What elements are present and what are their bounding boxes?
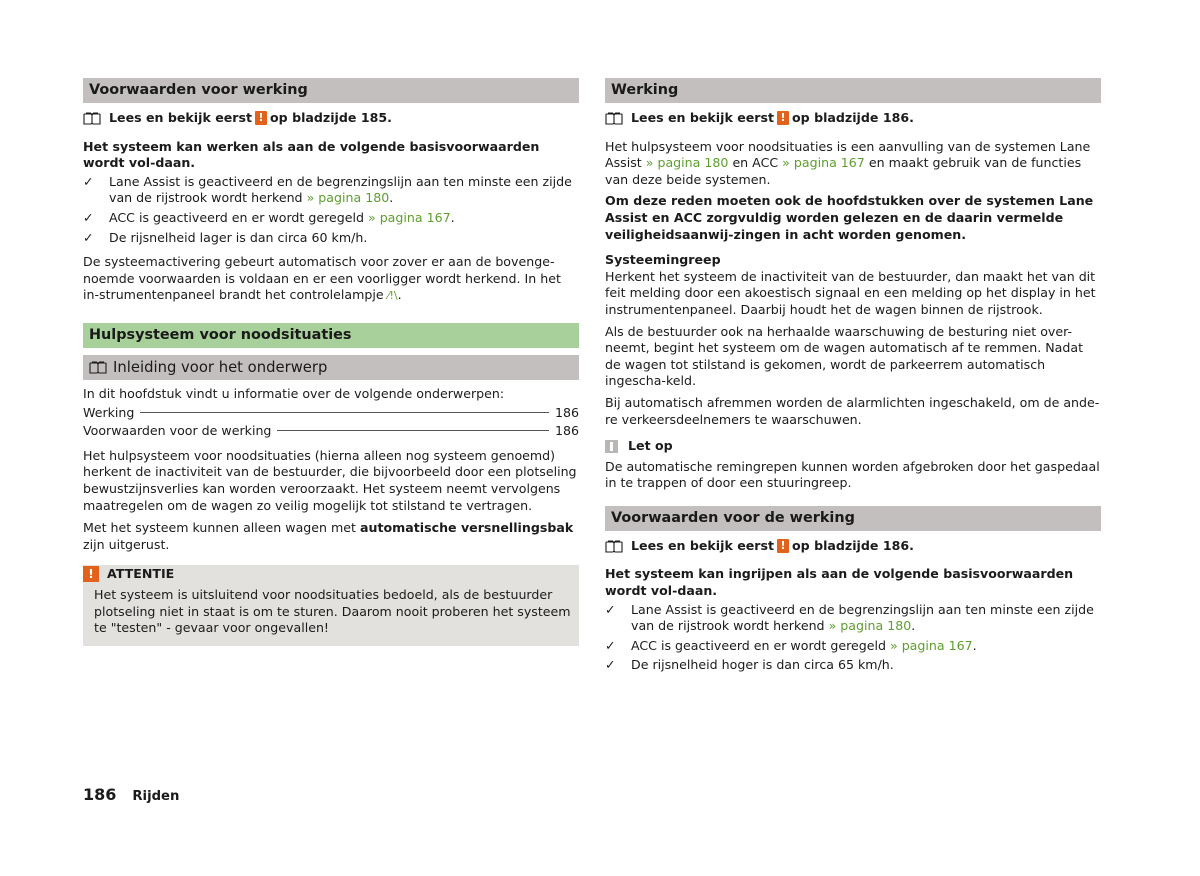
page-link[interactable]: » pagina 180 xyxy=(645,155,729,171)
checkmark-icon: ✓ xyxy=(83,209,94,225)
werking-paragraph-2: Om deze reden moeten ook de hoofdstukken over de systemen Lane Assist en ACC zorgvuldig worden gelezen en de daarin vermelde veiligheidsaanwij-zingen in acht worden genomen. xyxy=(605,193,1094,242)
werking-paragraph-1 xyxy=(605,139,1101,189)
list-item xyxy=(83,230,579,247)
activation-text: De systeemactivering gebeurt automatisch voor zover er aan de bovenge-noemde voorwaarden is voldaan en er een voorligger wordt herkend. In het in-strumentenpaneel brandt het controlelampje xyxy=(83,254,561,303)
book-icon xyxy=(605,540,623,553)
toc-page: 186 xyxy=(554,404,579,420)
condition-text: De rijsnelheid hoger is dan circa 65 km/h. xyxy=(631,657,894,673)
intro-header xyxy=(83,355,579,380)
note-title: Let op xyxy=(628,438,673,454)
warning-lamp-symbol: ⁄!\ xyxy=(387,289,398,303)
read-first-post: op bladzijde 185. xyxy=(270,110,392,125)
section-header-hulpsysteem: Hulpsysteem voor noodsituaties xyxy=(83,323,579,348)
left-column xyxy=(83,78,579,646)
read-first-notice xyxy=(605,538,1101,555)
desc2-pre: Met het systeem kunnen alleen wagen met xyxy=(83,520,356,536)
page-number: 186 xyxy=(83,785,117,804)
page-link[interactable]: » pagina 180 xyxy=(828,618,912,634)
page-link[interactable]: » pagina 167 xyxy=(367,209,451,225)
p1-c: en maakt gebruik van de functies van deze beide systemen. xyxy=(605,155,1082,187)
page-footer xyxy=(83,787,179,806)
book-icon xyxy=(89,361,107,374)
checkmark-icon: ✓ xyxy=(605,657,616,673)
section-header-voorwaarden-de-werking: Voorwaarden voor de werking xyxy=(605,506,1101,531)
page-link[interactable]: » pagina 167 xyxy=(782,155,865,171)
werking-paragraph-4: Als de bestuurder ook na herhaalde waarschuwing de besturing niet over-neemt, begint het systeem om de wagen automatisch af te remmen. Nadat de wagen tot stilstand is gekomen, wordt de parkeerrem automatisch ingescha-keld. xyxy=(605,323,1084,389)
condition-end: . xyxy=(911,618,916,634)
warning-icon: ! xyxy=(83,566,99,582)
page-link[interactable]: » pagina 180 xyxy=(306,190,390,206)
checkmark-icon: ✓ xyxy=(605,601,616,617)
attention-title: ATTENTIE xyxy=(107,565,175,581)
list-item xyxy=(605,638,1101,655)
condition-end: . xyxy=(450,209,455,225)
book-icon xyxy=(605,112,623,125)
activation-end: . xyxy=(397,287,402,303)
condition-end: . xyxy=(972,637,977,653)
condition-text: Lane Assist is geactiveerd en de begrenzingslijn aan ten minste een zijde van de rijstrook wordt herkend xyxy=(631,601,1094,634)
toc-page: 186 xyxy=(554,423,579,439)
intro-title: Inleiding voor het onderwerp xyxy=(113,358,328,376)
note-text: De automatische remingrepen kunnen worden afgebroken door het gaspedaal in te trappen of door een stuuringreep. xyxy=(605,458,1100,491)
condition-text: ACC is geactiveerd en er wordt geregeld xyxy=(109,209,364,225)
description-paragraph-2 xyxy=(83,520,579,553)
attention-header xyxy=(83,565,579,583)
activation-paragraph xyxy=(83,254,579,305)
condition-text: Lane Assist is geactiveerd en de begrenzingslijn aan ten minste een zijde van de rijstrook wordt herkend xyxy=(109,173,572,206)
p1-b: en ACC xyxy=(732,155,779,171)
condition-end: . xyxy=(389,190,394,206)
note-header xyxy=(605,438,1101,455)
checkmark-icon: ✓ xyxy=(83,173,94,189)
desc2-bold: automatische versnellingsbak xyxy=(360,520,574,536)
toc-entry-voorwaarden[interactable] xyxy=(83,423,579,440)
conditions-list xyxy=(605,602,1101,674)
subheading-systeemingreep: Systeemingreep xyxy=(605,252,721,268)
read-first-pre: Lees en bekijk eerst xyxy=(631,110,775,125)
read-first-post: op bladzijde 186. xyxy=(792,110,914,125)
werking-paragraph-5: Bij automatisch afremmen worden de alarmlichten ingeschakeld, om de ande-re verkeersdeelnemers te waarschuwen. xyxy=(605,394,1100,427)
conditions-list xyxy=(83,174,579,246)
conditions-intro: Het systeem kan werken als aan de volgende basisvoorwaarden wordt vol-daan. xyxy=(83,138,540,171)
warning-icon: ! xyxy=(777,111,789,125)
section-header-werking: Werking xyxy=(605,78,1101,103)
list-item xyxy=(605,657,1101,674)
book-icon xyxy=(83,112,101,125)
read-first-post: op bladzijde 186. xyxy=(792,537,914,553)
toc-label: Voorwaarden voor de werking xyxy=(83,423,272,439)
toc-leader xyxy=(140,412,549,413)
right-column xyxy=(605,78,1101,677)
list-item xyxy=(83,174,579,207)
list-item xyxy=(605,602,1101,635)
footer-section-title: Rijden xyxy=(132,789,180,804)
condition-text: ACC is geactiveerd en er wordt geregeld xyxy=(631,637,886,653)
werking-paragraph-3: Herkent het systeem de inactiviteit van de bestuurder, dan maakt het van dit feit melding door een akoestisch signaal en een melding op het display in het instrumentenpaneel. Daarbij houdt het de wagen binnen de rijstrook. xyxy=(605,268,1096,317)
warning-icon: ! xyxy=(777,539,789,553)
info-icon xyxy=(605,440,618,453)
read-first-notice xyxy=(605,110,1101,127)
checkmark-icon: ✓ xyxy=(605,637,616,653)
section-header-voorwaarden-werking: Voorwaarden voor werking xyxy=(83,78,579,103)
warning-icon: ! xyxy=(255,111,267,125)
attention-text: Het systeem is uitsluitend voor noodsituaties bedoeld, als de bestuurder plotseling niet in staat is om te sturen. Daarom nooit proberen het systeem te "testen" - gevaar voor ongevallen! xyxy=(94,587,571,636)
page-link[interactable]: » pagina 167 xyxy=(889,637,973,653)
attention-box xyxy=(83,565,579,646)
conditions-intro: Het systeem kan ingrijpen als aan de volgende basisvoorwaarden wordt vol-daan. xyxy=(605,566,1074,599)
desc2-post: zijn uitgerust. xyxy=(83,536,170,552)
toc-leader xyxy=(277,430,549,431)
read-first-notice xyxy=(83,110,579,127)
list-item xyxy=(83,210,579,227)
toc-label: Werking xyxy=(83,404,135,420)
p1-a: Het hulpsysteem voor noodsituaties is een aanvulling van de systemen Lane Assist xyxy=(605,138,1091,171)
description-paragraph-1: Het hulpsysteem voor noodsituaties (hierna alleen nog systeem genoemd) herkent de inactiviteit van de bestuurder, die bijvoorbeeld door een plotseling bewustzijnsverlies kan worden veroorzaakt. Het systeem neemt vervolgens maatregelen om de wagen zo veilig mogelijk tot stilstand te vertragen. xyxy=(83,447,577,513)
read-first-pre: Lees en bekijk eerst xyxy=(631,537,775,553)
toc-intro: In dit hoofdstuk vindt u informatie over de volgende onderwerpen: xyxy=(83,385,505,401)
condition-text: De rijsnelheid lager is dan circa 60 km/h. xyxy=(109,229,368,245)
read-first-pre: Lees en bekijk eerst xyxy=(109,110,253,125)
checkmark-icon: ✓ xyxy=(83,229,94,245)
toc-entry-werking[interactable] xyxy=(83,405,579,422)
